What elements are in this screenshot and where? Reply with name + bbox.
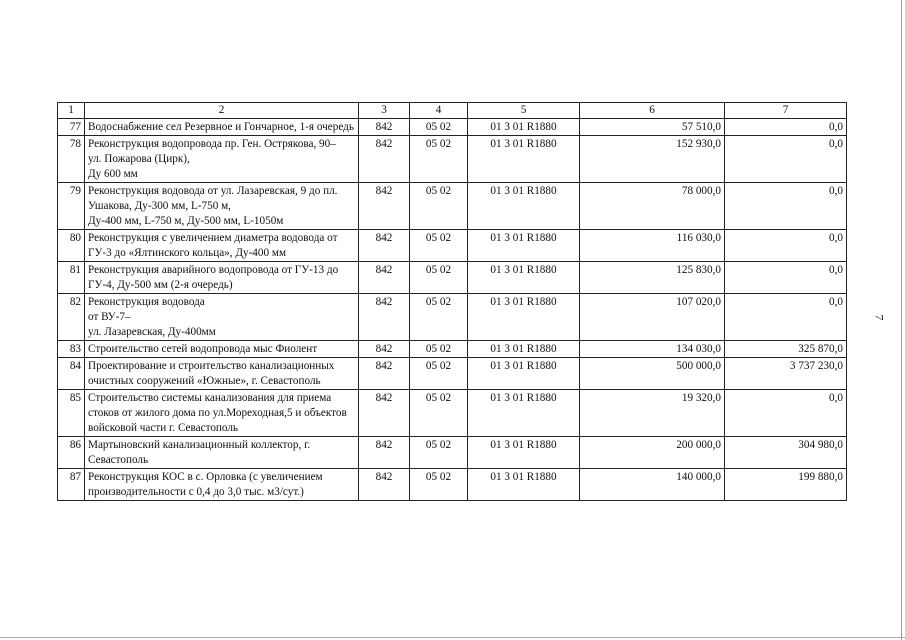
- object-name: Реконструкция КОС в с. Орловка (с увеличением производительности с 0,4 до 3,0 тыс. м3/сут.): [85, 469, 359, 501]
- col-header-2: 2: [85, 103, 359, 119]
- code-col-3: 842: [359, 119, 410, 136]
- amount-col-6: 107 020,0: [580, 294, 725, 341]
- row-number: 81: [58, 262, 85, 294]
- code-col-4: 05 02: [410, 469, 468, 501]
- code-col-3: 842: [359, 230, 410, 262]
- amount-col-6: 19 320,0: [580, 390, 725, 437]
- code-col-5: 01 3 01 R1880: [468, 262, 580, 294]
- code-col-3: 842: [359, 437, 410, 469]
- object-name: Проектирование и строительство канализационных очистных сооружений «Южные», г. Севастополь: [85, 358, 359, 390]
- object-name: Реконструкция с увеличением диаметра водовода от ГУ-3 до «Ялтинского кольца», Ду-400 мм: [85, 230, 359, 262]
- code-col-4: 05 02: [410, 341, 468, 358]
- amount-col-7: 0,0: [725, 119, 847, 136]
- col-header-5: 5: [468, 103, 580, 119]
- object-name: Реконструкция водопровода пр. Ген. Острякова, 90– ул. Пожарова (Цирк), Ду 600 мм: [85, 136, 359, 183]
- row-number: 82: [58, 294, 85, 341]
- header-row: [58, 103, 847, 119]
- object-name: Реконструкция водовода от ул. Лазаревская, 9 до пл. Ушакова, Ду-300 мм, L-750 м, Ду-400 мм, L-750 м, Ду-500 мм, L-1050м: [85, 183, 359, 230]
- code-col-3: 842: [359, 358, 410, 390]
- code-col-5: 01 3 01 R1880: [468, 341, 580, 358]
- code-col-5: 01 3 01 R1880: [468, 437, 580, 469]
- code-col-5: 01 3 01 R1880: [468, 390, 580, 437]
- code-col-4: 05 02: [410, 358, 468, 390]
- table-row: [58, 119, 847, 136]
- row-number: 78: [58, 136, 85, 183]
- code-col-4: 05 02: [410, 390, 468, 437]
- page-edge-bottom: [0, 637, 905, 638]
- amount-col-6: 116 030,0: [580, 230, 725, 262]
- amount-col-7: 0,0: [725, 390, 847, 437]
- amount-col-7: 0,0: [725, 230, 847, 262]
- object-name: Реконструкция аварийного водопровода от ГУ-13 до ГУ-4, Ду-500 мм (2-я очередь): [85, 262, 359, 294]
- budget-table: [57, 102, 847, 501]
- code-col-3: 842: [359, 390, 410, 437]
- row-number: 87: [58, 469, 85, 501]
- row-number: 83: [58, 341, 85, 358]
- amount-col-6: 140 000,0: [580, 469, 725, 501]
- amount-col-7: 0,0: [725, 294, 847, 341]
- amount-col-6: 78 000,0: [580, 183, 725, 230]
- code-col-4: 05 02: [410, 230, 468, 262]
- table-row: [58, 390, 847, 437]
- amount-col-7: 199 880,0: [725, 469, 847, 501]
- amount-col-6: 57 510,0: [580, 119, 725, 136]
- row-number: 84: [58, 358, 85, 390]
- col-header-7: 7: [725, 103, 847, 119]
- table-row: [58, 262, 847, 294]
- table-row: [58, 341, 847, 358]
- amount-col-6: 152 930,0: [580, 136, 725, 183]
- amount-col-7: 325 870,0: [725, 341, 847, 358]
- amount-col-7: 304 980,0: [725, 437, 847, 469]
- code-col-3: 842: [359, 469, 410, 501]
- table-row: [58, 358, 847, 390]
- code-col-4: 05 02: [410, 183, 468, 230]
- code-col-4: 05 02: [410, 119, 468, 136]
- amount-col-7: 3 737 230,0: [725, 358, 847, 390]
- code-col-5: 01 3 01 R1880: [468, 358, 580, 390]
- row-number: 79: [58, 183, 85, 230]
- amount-col-6: 500 000,0: [580, 358, 725, 390]
- code-col-5: 01 3 01 R1880: [468, 136, 580, 183]
- code-col-5: 01 3 01 R1880: [468, 119, 580, 136]
- code-col-5: 01 3 01 R1880: [468, 183, 580, 230]
- object-name: Реконструкция водовода от ВУ-7– ул. Лазаревская, Ду-400мм: [85, 294, 359, 341]
- table-row: [58, 294, 847, 341]
- table-row: [58, 437, 847, 469]
- table-row: [58, 136, 847, 183]
- amount-col-7: 0,0: [725, 183, 847, 230]
- col-header-1: 1: [58, 103, 85, 119]
- table-row: [58, 230, 847, 262]
- code-col-3: 842: [359, 294, 410, 341]
- amount-col-6: 200 000,0: [580, 437, 725, 469]
- amount-col-6: 134 030,0: [580, 341, 725, 358]
- row-number: 77: [58, 119, 85, 136]
- code-col-4: 05 02: [410, 136, 468, 183]
- amount-col-6: 125 830,0: [580, 262, 725, 294]
- object-name: Строительство системы канализования для приема стоков от жилого дома по ул.Мореходная,5 и объектов войсковой части г. Севастополь: [85, 390, 359, 437]
- page-edge-right: [901, 0, 902, 640]
- row-number: 85: [58, 390, 85, 437]
- code-col-3: 842: [359, 262, 410, 294]
- code-col-5: 01 3 01 R1880: [468, 469, 580, 501]
- page-number: 7: [872, 314, 887, 321]
- col-header-4: 4: [410, 103, 468, 119]
- object-name: Водоснабжение сел Резервное и Гончарное, 1-я очередь: [85, 119, 359, 136]
- code-col-4: 05 02: [410, 294, 468, 341]
- table-row: [58, 183, 847, 230]
- code-col-3: 842: [359, 341, 410, 358]
- code-col-5: 01 3 01 R1880: [468, 294, 580, 341]
- code-col-3: 842: [359, 183, 410, 230]
- code-col-5: 01 3 01 R1880: [468, 230, 580, 262]
- col-header-6: 6: [580, 103, 725, 119]
- row-number: 80: [58, 230, 85, 262]
- code-col-4: 05 02: [410, 437, 468, 469]
- code-col-3: 842: [359, 136, 410, 183]
- amount-col-7: 0,0: [725, 136, 847, 183]
- row-number: 86: [58, 437, 85, 469]
- object-name: Мартыновский канализационный коллектор, г. Севастополь: [85, 437, 359, 469]
- table-row: [58, 469, 847, 501]
- code-col-4: 05 02: [410, 262, 468, 294]
- object-name: Строительство сетей водопровода мыс Фиолент: [85, 341, 359, 358]
- col-header-3: 3: [359, 103, 410, 119]
- amount-col-7: 0,0: [725, 262, 847, 294]
